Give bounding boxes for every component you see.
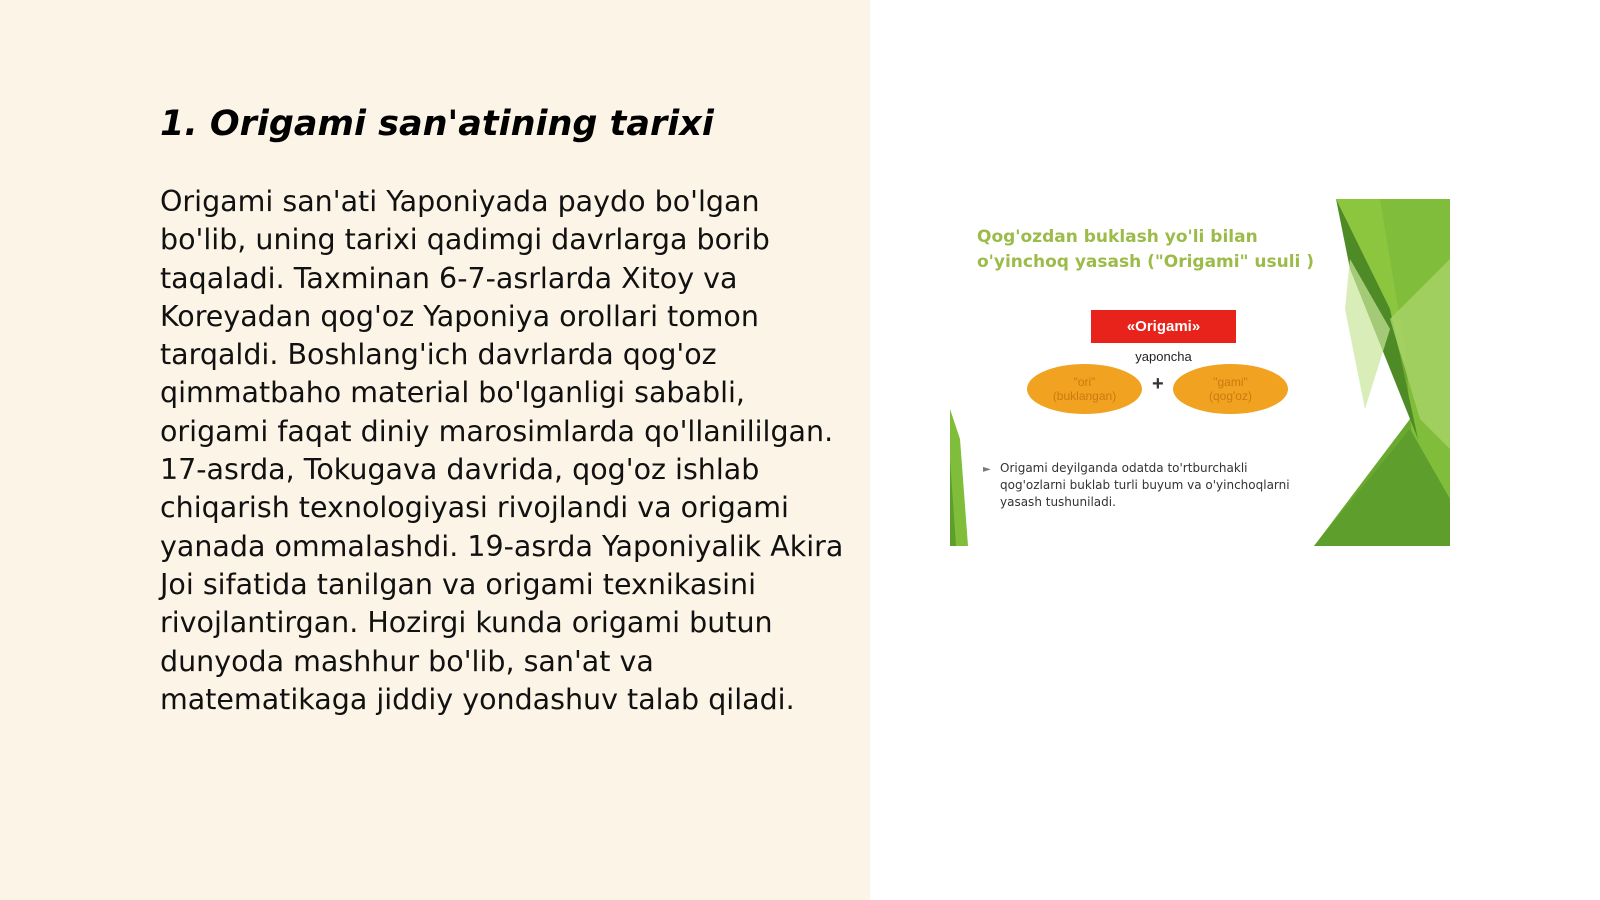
plus-sign: + bbox=[1152, 373, 1164, 395]
origami-slide-image bbox=[950, 199, 1450, 546]
gami-word: "gami" bbox=[1213, 375, 1248, 389]
language-label: yaponcha bbox=[1135, 349, 1192, 364]
gami-gloss: (qog'oz) bbox=[1209, 389, 1252, 403]
gami-oval bbox=[1173, 364, 1288, 414]
slide-title: 1. Origami san'atining tarixi bbox=[160, 104, 714, 144]
ori-word: "ori" bbox=[1073, 375, 1096, 389]
bullet-text: Origami deyilganda odatda to'rtburchakli qog'ozlarni buklab turli buyum va o'yinchoqlarni yasash tushuniladi. bbox=[1000, 461, 1290, 509]
image-heading: Qog'ozdan buklash yo'li bilan o'yinchoq yasash ("Origami" usuli ) bbox=[977, 227, 1315, 272]
origami-label: «Origami» bbox=[1091, 310, 1236, 343]
ori-gloss: (buklangan) bbox=[1052, 389, 1117, 403]
ori-oval bbox=[1027, 364, 1142, 414]
body-text: Origami san'ati Yaponiyada paydo bo'lgan bo'lib, uning tarixi qadimgi davrlarga borib taqaladi. Taxminan 6-7-asrlarda Xitoy va Koreyadan qog'oz Yaponiya orollari tomon tarqaldi. Boshlang'ich davrlarda qog'oz qimmatbaho material bo'lganligi sababli, origami faqat diniy marosimlarda qo'llanililgan. 17-asrda, Tokugava davrida, qog'oz ishlab chiqarish texnologiyasi rivojlandi va origami yanada ommalashdi. 19-asrda Yaponiyalik Akira Joi sifatida tanilgan va origami texnikasini rivojlantirgan. Hozirgi kunda origami butun dunyoda mashhur bo'lib, san'at va matematikaga jiddiy yondashuv talab qiladi. bbox=[160, 185, 844, 716]
bullet-arrow-icon: ► bbox=[983, 464, 991, 475]
